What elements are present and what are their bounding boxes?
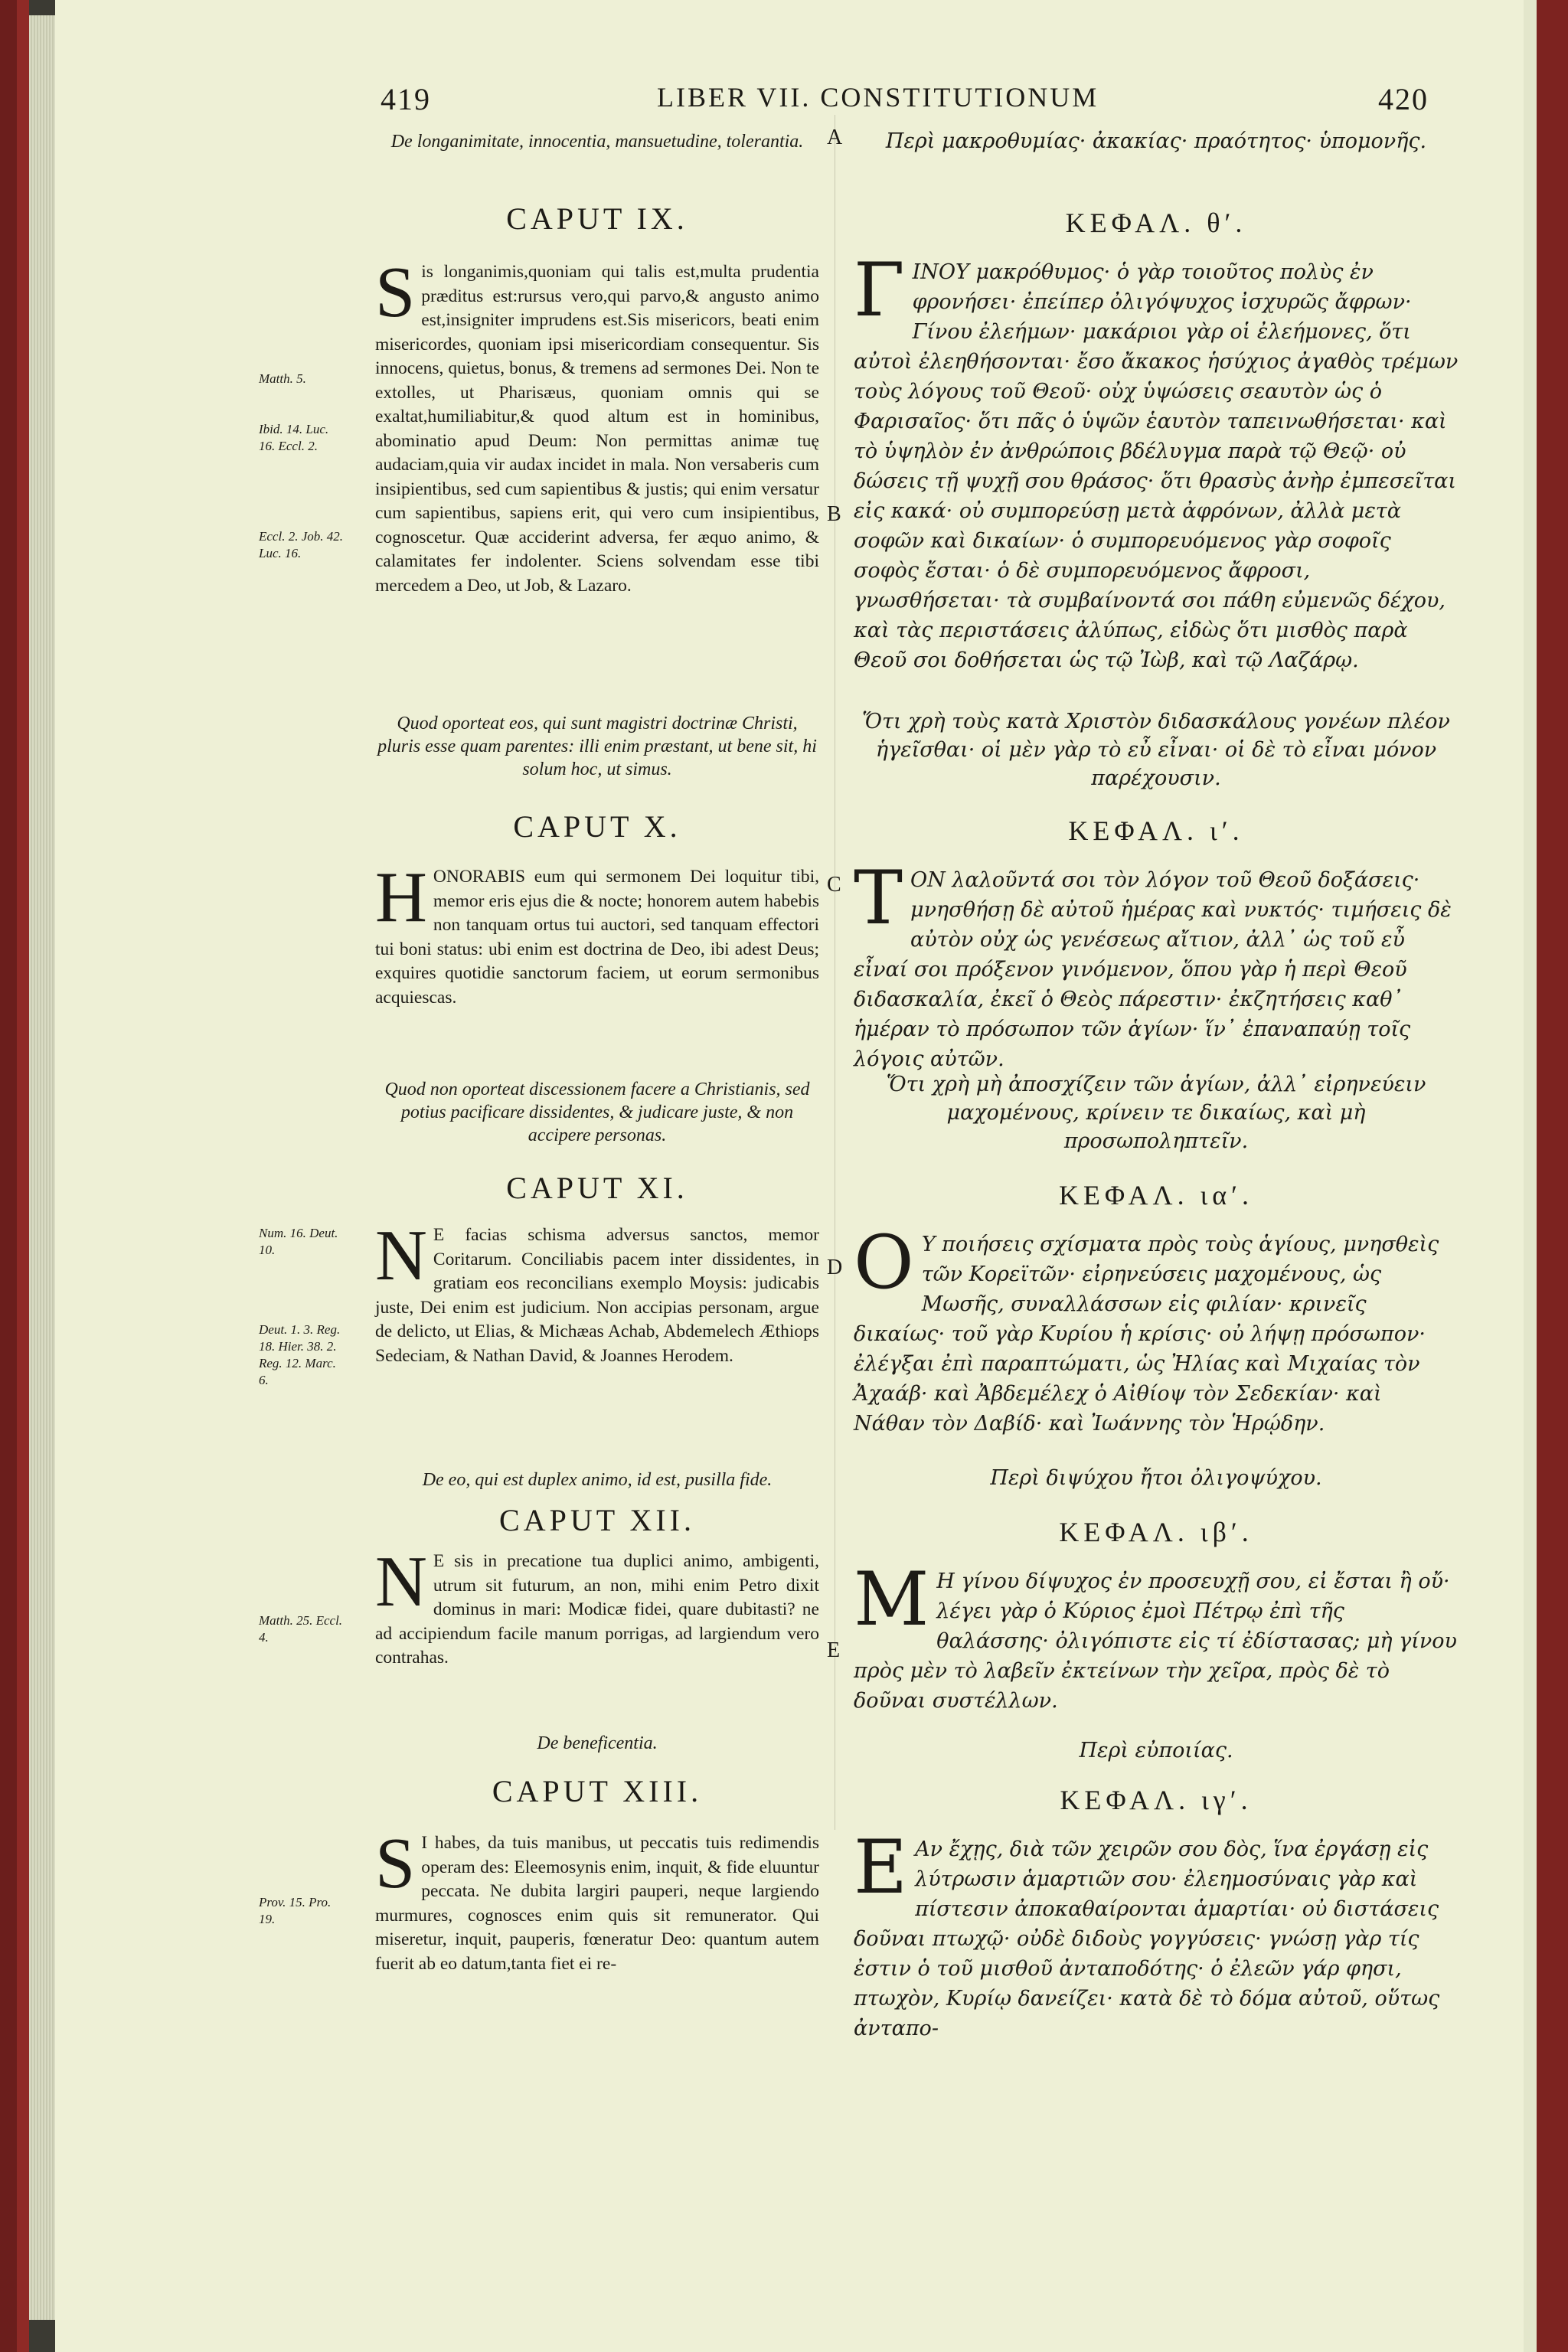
latin-s10-title: Quod oporteat eos, qui sunt magistri doctrinæ Christi, pluris esse quam parentes: illi enim præstant, ut bene sit, hi solum hoc, ut simus. [377, 714, 817, 779]
greek-s10-title: Ὅτι χρὴ τοὺς κατὰ Χριστὸν διδασκάλους γονέων πλέον ἡγεῖσθαι· οἱ μὲν γὰρ τὸ εὖ εἶναι· οἱ δὲ τὸ εἶναι μόνον παρέχουσιν. [862, 710, 1450, 790]
greek-kephal-10: ΚΕΦΑΛ. ιʹ. [1068, 815, 1244, 846]
greek-s13-body: Ε Αν ἔχῃς, διὰ τῶν χειρῶν σου δὸς, ἵνα ἐργάσῃ εἰς λύτρωσιν ἁμαρτιῶν σου· ἐλεημοσύναις γὰρ καὶ πίστεσιν ἀποκαθαίρονται ἁμαρτίαι· οὐ διστάσεις δοῦναι πτωχῷ· οὐδὲ διδοὺς γογγύσεις· γνώσῃ γὰρ τίς ἐστιν ὁ τοῦ μισθοῦ ἀνταποδότης· ὁ ἐλεῶν γάρ φησι, πτωχὸν, Κυρίῳ δανείζει· κατὰ δὲ τὸ δόμα αὐτοῦ, οὕτως ἀνταπο- [854, 1824, 1440, 2040]
greek-kephal-11: ΚΕΦΑΛ. ιαʹ. [1058, 1180, 1254, 1210]
latin-s11-title: Quod non oporteat discessionem facere a Christianis, sed potius pacificare dissidentes, & judicare juste, & non accipere personas. [384, 1080, 810, 1145]
latin-s10-body: HONORABIS eum qui sermonem Dei loquitur tibi, memor eris ejus die & nocte; honorem autem habebis non tanquam ortus tui auctori, sed tanquam effectori tui boni status: ubi enim est doctrina de Deo, ibi adest Deus; exquires quotidie sanctorum faciem, ut eorum sermonibus acquiescas. [375, 858, 819, 1008]
drop-cap: N [375, 1216, 427, 1295]
drop-cap: S [375, 253, 416, 332]
margin-note: Deut. 1. 3. Reg. 18. Hier. 38. 2. Reg. 12. Marc. 6. [259, 1322, 341, 1387]
section-letter-c: C [827, 873, 841, 897]
margin-note: Eccl. 2. Job. 42. Luc. 16. [259, 529, 343, 560]
latin-caput-xiii: CAPUT XIII. [492, 1774, 703, 1808]
drop-cap: N [375, 1542, 427, 1622]
latin-caput-ix: CAPUT IX. [506, 201, 688, 236]
drop-cap: Ο [854, 1220, 914, 1305]
latin-s13-title: De beneficentia. [537, 1733, 658, 1753]
running-title: LIBER VII. CONSTITUTIONUM [657, 82, 1099, 113]
greek-s12-body: Μ Η γίνου δίψυχος ἐν προσευχῇ σου, εἰ ἔσται ἢ οὔ· λέγει γὰρ ὁ Κύριος ἐμοὶ Πέτρῳ ἐπὶ τῆς θαλάσσης· ὀλιγόπιστε εἰς τί ἐδίστασας; μὴ γίνου πρὸς μὲν τὸ λαβεῖν ἐκτείνων τὴν χεῖρα, πρὸς δὲ τὸ δοῦναι συστέλλων. [854, 1557, 1457, 1713]
latin-s12-title: De eo, qui est duplex animo, id est, pusilla fide. [422, 1470, 773, 1490]
greek-kephal-12: ΚΕΦΑΛ. ιβʹ. [1059, 1517, 1253, 1547]
drop-cap: Μ [854, 1557, 929, 1642]
latin-s9-body: Sis longanimis,quoniam qui talis est,multa prudentia præditus est:rursus vero,qui parvo,& angusto animo est,insigniter imprudens est.Sis misericors, beati enim misericordes, quoniam ipsi misericordiam consequentur. Sis innocens, quietus, bonus, & tremens ad sermones Dei. Non te extolles, ut Pharisæus, quoniam omnis qui se exaltat,humiliabitur,& quod altum est in hominibus, abominatio apud Deum: Non permittas animæ tuę audaciam,quia vir audax incidet in mala. Non versaberis cum insipientibus, sed cum sapientibus & justis; qui enim versatur cum sapientibus, sapiens erit, qui vero cum insipientibus, cognoscetur. Quæ acciderint adversa, fer æquo animo, & calamitates fer indolenter. Sciens solvendam esse tibi mercedem a Deo, ut Job, & Lazaro. [375, 253, 819, 596]
latin-s12-body: N E sis in precatione tua duplici animo, ambigenti, utrum sit futurum, an non, mihi enim Petro dixit dominus in mari: Modicæ fidei, quare dubitasti? ne ad accipiendum facile manum porrigas, ad largiendum vero contrahas. [375, 1542, 819, 1668]
latin-s9-title: De longanimitate, innocentia, mansuetudine, tolerantia. [390, 132, 804, 152]
latin-s13-body: S I habes, da tuis manibus, ut peccatis tuis redimendis operam des: Eleemosynis enim, inquit, & fide eluuntur peccata. Ne dubita largiri pauperi, neque largiendo murmures, cognosces enim quis sit remunerator. Qui miseretur, inquit, pauperis, fœneratur Deo: quantum autem fuerit ab eo datum,tanta fiet ei re- [375, 1824, 819, 1974]
margin-note: Matth. 25. Eccl. 4. [259, 1613, 343, 1645]
section-letter-e: E [827, 1638, 841, 1662]
greek-kephal-9: ΚΕΦΑΛ. θʹ. [1065, 207, 1247, 238]
latin-caput-x: CAPUT X. [513, 809, 681, 844]
drop-cap: S [375, 1824, 416, 1903]
book-cover-edge [17, 0, 29, 2352]
latin-s11-body: N E facias schisma adversus sanctos, memor Coritarum. Conciliabis pacem inter dissidentes, in gratiam eos reconcilians exemplo Moysis: judicabis juste, Dei enim est judicium. Non accipias personam, argue de delicto, ut Elias, & Michæas Achab, Abdemelech Æthiops Sedeciam, & Nathan David, & Joannes Herodem. [375, 1216, 819, 1366]
section-letter-d: D [827, 1256, 843, 1279]
greek-s11-title: Ὅτι χρὴ μὴ ἀποσχίζειν τῶν ἁγίων, ἀλλ᾽ εἰρηνεύειν μαχομένους, κρίνειν τε δικαίως, καὶ μὴ προσωποληπτεῖν. [886, 1073, 1426, 1153]
latin-caput-xii: CAPUT XII. [499, 1503, 695, 1537]
greek-s9-body: ΓΙΝΟΥ μακρόθυμος· ὁ γὰρ τοιοῦτος πολὺς ἐν φρονήσει· ἐπείπερ ὀλιγόψυχος ἰσχυρῶς ἄφρων· Γίνου ἐλεήμων· μακάριοι γὰρ οἱ ἐλεήμονες, ὅτι αὐτοὶ ἐλεηθήσονται· ἔσο ἄκακος ἡσύχιος ἀγαθὸς τρέμων τοὺς λόγους τοῦ Θεοῦ· οὐχ ὑψώσεις σεαυτὸν ὡς ὁ Φαρισαῖος· ὅτι πᾶς ὁ ὑψῶν ἑαυτὸν ταπεινωθήσεται· καὶ τὸ ὑψηλὸν ἐν ἀνθρώποις βδέλυγμα παρὰ τῷ Θεῷ· οὐ δώσεις τῇ ψυχῇ σου θράσος· ὅτι θρασὺς ἀνὴρ ἐμπεσεῖται εἰς κακά· οὐ συμπορεύσῃ μετὰ ἀφρόνων, ἀλλὰ μετὰ σοφῶν καὶ δικαίων· ὁ συμπορευόμενος γὰρ σοφοῖς σοφὸς ἔσται· ὁ δὲ συμπορευόμενος ἄφροσι, γνωσθήσεται· τὰ συμβαίνοντά σοι πάθη εὐμενῶς δέχου, καὶ τὰς περιστάσεις ἀλύπως, εἰδὼς ὅτι μισθὸς παρὰ Θεοῦ σοι δοθήσεται ὡς τῷ Ἰὼβ, καὶ τῷ Λαζάρῳ. [854, 247, 1459, 672]
drop-cap: H [375, 858, 427, 937]
greek-s11-body: Ο Υ ποιήσεις σχίσματα πρὸς τοὺς ἁγίους, μνησθεὶς τῶν Κορεϊτῶν· εἰρηνεύσεις μαχομένους, ὡς Μωσῆς, συναλλάσσων εἰς φιλίαν· κρινεῖς δικαίως· τοῦ γὰρ Κυρίου ἡ κρίσις· οὐ λήψῃ πρόσωπον· ἐλέγξαι ἐπὶ παραπτώματι, ὡς Ἠλίας καὶ Μιχαίας τὸν Ἀχαάβ· καὶ Ἀβδεμέλεχ ὁ Αἰθίοψ τὸν Σεδεκίαν· καὶ Νάθαν τὸν Δαβίδ· καὶ Ἰωάννης τὸν Ἡρῴδην. [854, 1220, 1439, 1436]
drop-cap: Ε [854, 1824, 908, 1910]
drop-cap: Γ [854, 247, 905, 333]
drop-cap: Τ [854, 855, 903, 941]
book-cover-right [1537, 0, 1568, 2352]
margin-note: Num. 16. Deut. 10. [259, 1226, 338, 1257]
margin-note: Matth. 5. [259, 371, 306, 386]
margin-note: Ibid. 14. Luc. 16. Eccl. 2. [259, 422, 329, 453]
margin-note: Prov. 15. Pro. 19. [259, 1895, 332, 1926]
book-cover-left [0, 0, 17, 2352]
greek-kephal-13: ΚΕΦΑΛ. ιγʹ. [1060, 1785, 1253, 1815]
section-letter-a: A [827, 126, 843, 149]
page-edges [29, 15, 55, 2320]
greek-s13-title: Περὶ εὐποιίας. [1079, 1739, 1233, 1762]
latin-caput-xi: CAPUT XI. [506, 1171, 688, 1205]
section-letter-b: B [827, 502, 841, 526]
greek-s12-title: Περὶ διψύχου ἤτοι ὀλιγοψύχου. [990, 1466, 1322, 1490]
greek-s9-title: Περὶ μακροθυμίας· ἀκακίας· πραότητος· ὑπομονῆς. [885, 129, 1427, 153]
right-page-number: 420 [1378, 82, 1429, 116]
greek-s10-body: ΤΟΝ λαλοῦντά σοι τὸν λόγον τοῦ Θεοῦ δοξάσεις· μνησθήσῃ δὲ αὐτοῦ ἡμέρας καὶ νυκτός· τιμήσεις δὲ αὐτὸν οὐχ ὡς γενέσεως αἴτιον, ἀλλ᾽ ὡς τοῦ εὖ εἶναί σοι πρόξενον γινόμενον, ὅπου γὰρ ἡ περὶ Θεοῦ διδασκαλία, ἐκεῖ ὁ Θεὸς πάρεστιν· ἐκζητήσεις καθ᾽ ἡμέραν τὸ πρόσωπον τῶν ἁγίων· ἵν᾽ ἐπαναπαύῃ τοῖς λόγοις αὐτῶν. [854, 855, 1452, 1071]
left-page-number: 419 [381, 82, 431, 116]
